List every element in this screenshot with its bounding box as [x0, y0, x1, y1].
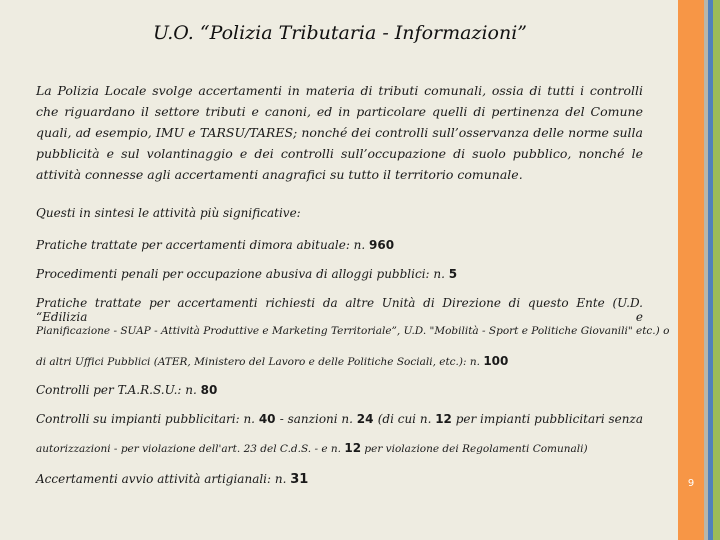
activity-item-procedimenti — [36, 267, 643, 281]
activity-item-impianti-line1 — [36, 412, 643, 426]
activity-value: 960 — [369, 238, 395, 252]
activity-label: Procedimenti penali per occupazione abusiva di alloggi pubblici: n. — [36, 267, 449, 281]
activity-label: Controlli per T.A.R.S.U.: n. — [36, 383, 201, 397]
impianti-sanzioni-value: 24 — [356, 412, 374, 426]
activity-value: 80 — [200, 383, 218, 397]
activity-value: 31 — [290, 472, 309, 487]
activity-label — [280, 412, 374, 426]
impianti-text-b: - sanzioni n. — [279, 412, 357, 426]
activity-label: Pratiche trattate per accertamenti dimora abituale: n. — [36, 238, 370, 252]
activity-label: di altri Uffici Pubblici (ATER, Ministero del Lavoro e delle Politiche Sociali, etc.): n. — [36, 356, 484, 368]
impianti-controlli-value: 40 — [258, 412, 276, 426]
intro-paragraph: La Polizia Locale svolge accertamenti in materia di tributi comunali, ossia di tutti i controlli che riguardano il settore tributi e canoni, ed in particolare quelli di pertinenza del Comune quali, ad esempio, IMU e TARSU/TARES; nonché dei controlli sull’osservanza delle norme sulla pubblicità e sul volantinaggio e dei controlli sull’occupazione di suolo pubblico, nonché le attività connesse agli accertamenti anagrafici su tutto il territorio comunale. — [36, 83, 643, 182]
activity-label — [36, 412, 276, 426]
page-number: 9 — [687, 478, 695, 489]
activity-value: 5 — [448, 267, 458, 281]
activity-item-tarsu — [36, 383, 643, 397]
summary-heading: Questi in sintesi le attività più significative: — [36, 206, 301, 220]
activity-label — [378, 412, 643, 426]
activity-item-pratiche-line3 — [36, 354, 643, 368]
activity-item-pratiche-line2: Pianificazione - SUAP - Attività Produttive e Marketing Territoriale”, U.D. "Mobilità - Sport e Politiche Giovanili" etc.) o — [36, 325, 670, 337]
activity-item-impianti-line2 — [36, 441, 643, 455]
activity-item-pratiche-line1: Pratiche trattate per accertamenti richiesti da altre Unità di Direzione di questo Ente (U.D. “Edilizia e — [36, 296, 643, 324]
impianti-text-d: per impianti pubblicitari senza — [451, 412, 643, 426]
decorative-bar-green — [713, 0, 720, 540]
impianti-text-c: (di cui n. — [377, 412, 436, 426]
impianti-regolamenti-value: 12 — [344, 441, 362, 455]
activity-item-artigianali — [36, 472, 643, 487]
slide-title: U.O. “Polizia Tributaria - Informazioni” — [153, 22, 527, 44]
impianti-text-a: Controlli su impianti pubblicitari: n. — [36, 412, 259, 426]
impianti-senza-autorizzazione-value: 12 — [435, 412, 452, 426]
decorative-bar-orange — [678, 0, 704, 540]
activity-item-dimora — [36, 238, 643, 252]
impianti-text-f: per violazione dei Regolamenti Comunali) — [361, 443, 588, 455]
activity-label: Accertamenti avvio attività artigianali: n. — [36, 472, 291, 486]
activity-value: 100 — [483, 354, 509, 368]
impianti-text-e: autorizzazioni - per violazione dell'art. 23 del C.d.S. - e n. — [36, 443, 345, 455]
